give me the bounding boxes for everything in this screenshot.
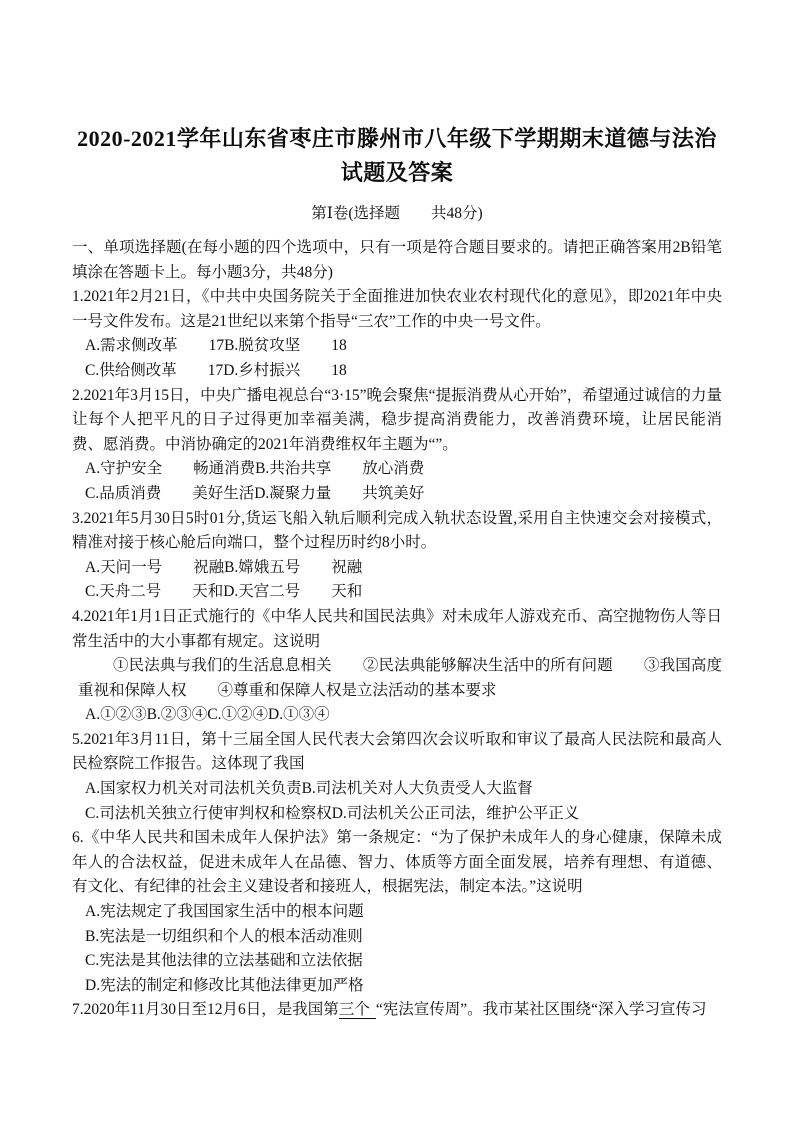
question-2-option-line-ab: A.守护安全 畅通消费B.共治共享 放心消费 [85, 460, 425, 478]
multiple-choice-instructions: 一、单项选择题(在每小题的四个选项中，只有一项是符合题目要求的。请把正确答案用2B铅笔填涂在答题卡上。每小题3分，共48分) [72, 239, 722, 281]
question-4-numbered-statements: ①民法典与我们的生活息息相关 ②民法典能够解决生活中的所有问题 ③我国高度重视和保障人权 ④尊重和保障人权是立法活动的基本要求 [78, 657, 722, 699]
question-6-stem: 6.《中华人民共和国未成年人保护法》第一条规定：“为了保护未成年人的身心健康，保障未成年人的合法权益，促进未成年人在品德、智力、体质等方面全面发展，培养有理想、有道德、有文化、有纪律的社会主义建设者和接班人，根据宪法，制定本法。”这说明 [72, 829, 722, 896]
question-5-option-line-cd: C.司法机关独立行使审判权和检察权D.司法机关公正司法，维护公平正义 [85, 804, 580, 822]
question-2-option-line-cd: C.品质消费 美好生活D.凝聚力量 共筑美好 [85, 484, 425, 502]
question-7-text-pre: 7.2020年11月30日至12月6日，是我国第 [72, 1001, 339, 1019]
question-7-text-post: “宪法宣传周”。我市某社区围绕“深入学习宣传习 [375, 1001, 707, 1019]
question-3-stem: 3.2021年5月30日5时01分,货运飞船入轨后顺利完成入轨状态设置,采用自主快速交会对接模式，精准对接于核心舱后向端口，整个过程历时约8小时。 [72, 509, 722, 552]
question-5-stem: 5.2021年3月11日，第十三届全国人民代表大会第四次会议听取和审议了最高人民法院和最高人民检察院工作报告。这体现了我国 [72, 730, 722, 773]
question-6-option-d: D.宪法的制定和修改比其他法律更加严格 [85, 976, 364, 994]
question-7-stem [72, 998, 722, 1023]
question-1-option-line-cd: C.供给侧改革 17D.乡村振兴 18 [85, 361, 347, 379]
question-3-option-line-cd: C.天舟二号 天和D.天宫二号 天和 [85, 583, 363, 601]
question-7-underlined-blank: 三个 [339, 1001, 376, 1019]
question-6-option-c: C.宪法是其他法律的立法基础和立法依据 [85, 952, 363, 970]
part-1-heading: 第Ⅰ卷(选择题 共48分) [311, 205, 483, 222]
question-6-option-b: B.宪法是一切组织和个人的根本活动准则 [85, 927, 363, 945]
question-3-option-line-ab: A.天问一号 祝融B.嫦娥五号 祝融 [85, 558, 363, 576]
question-5-option-line-ab: A.国家权力机关对司法机关负责B.司法机关对人大负责受人大监督 [85, 780, 533, 798]
question-1-option-line-ab: A.需求侧改革 17B.脱贫攻坚 18 [85, 337, 347, 355]
question-6-option-a: A.宪法规定了我国国家生活中的根本问题 [85, 903, 364, 921]
question-2-stem: 2.2021年3月15日，中央广播电视总台“3·15”晚会聚焦“提振消费从心开始”，希望通过诚信的力量让每个人把平凡的日子过得更加幸福美满，稳步提高消费能力，改善消费环境，让居民能消费、愿消费。中消协确定的2021年消费维权年主题为“”。 [72, 386, 722, 453]
question-4-stem: 4.2021年1月1日正式施行的《中华人民共和国民法典》对未成年人游戏充币、高空抛物伤人等日常生活中的大小事都有规定。这说明 [72, 607, 722, 650]
question-1-stem: 1.2021年2月21日，《中共中央国务院关于全面推进加快农业农村现代化的意见》，即2021年中央一号文件发布。这是21世纪以来第个指导“三农”工作的中央一号文件。 [72, 288, 722, 330]
question-4-option-line-abcd: A.①②③B.②③④C.①②④D.①③④ [85, 706, 330, 724]
document-title: 2020-2021学年山东省枣庄市滕州市八年级下学期期末道德与法治试题及答案 [77, 126, 717, 185]
